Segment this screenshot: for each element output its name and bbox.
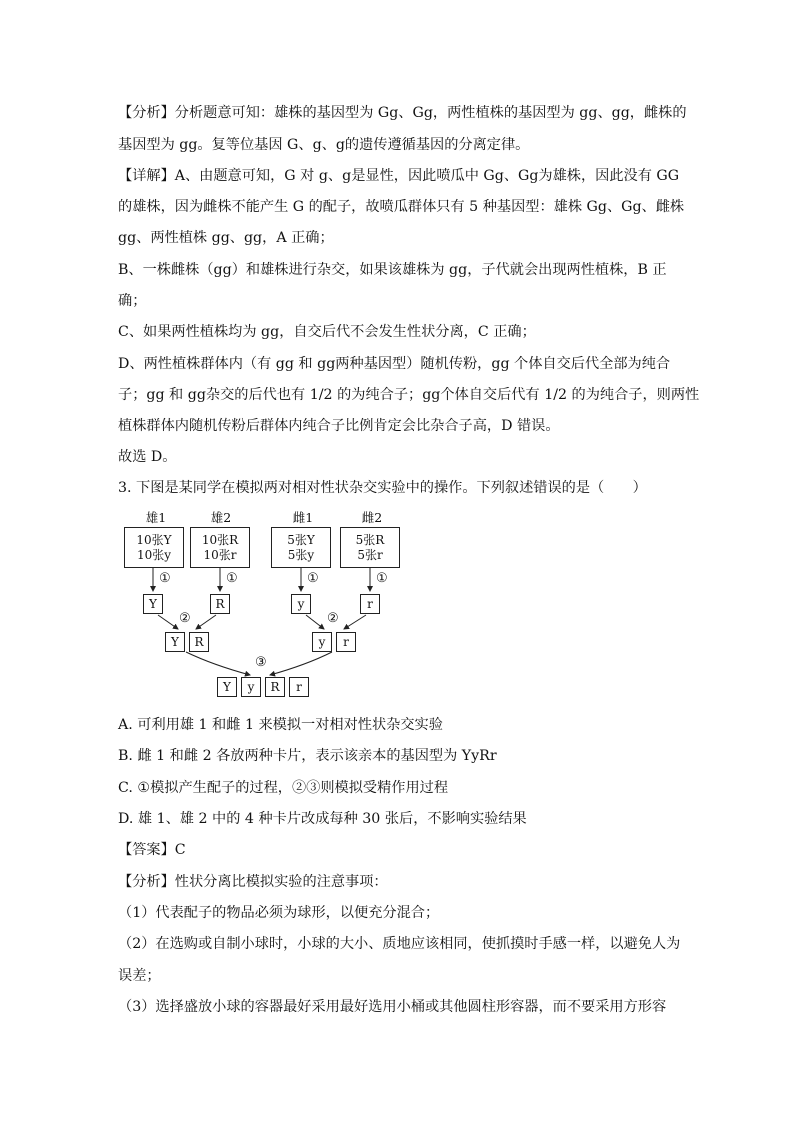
combined-card: r xyxy=(289,677,309,697)
analysis-point-2-cont: 误差； xyxy=(118,968,161,984)
card-count: 5张r xyxy=(357,548,383,562)
step-2-marker: ② xyxy=(179,611,191,626)
simulation-diagram xyxy=(118,505,418,703)
detail-line-6: C、如果两性植株均为 gg，自交后代不会发生性状分离，C 正确； xyxy=(118,324,536,340)
analysis-point-1: （1）代表配子的物品必须为球形，以便充分混合； xyxy=(118,905,440,921)
analysis-point-3: （3）选择盛放小球的容器最好采用最好选用小桶或其他圆柱形容器，而不要采用方形容 xyxy=(118,999,667,1015)
container-male-1 xyxy=(124,527,184,568)
drawn-card: R xyxy=(210,594,230,614)
analysis-heading: 【分析】性状分离比模拟实验的注意事项： xyxy=(118,874,388,890)
conclusion-line: 故选 D。 xyxy=(118,449,177,465)
detail-line-5: 确； xyxy=(118,293,147,309)
label-male-1: 雄1 xyxy=(145,510,167,525)
drawn-card: r xyxy=(360,594,380,614)
option-c: C. ①模拟产生配子的过程，②③则模拟受精作用过程 xyxy=(118,780,449,796)
analysis-line-1: 【分析】分析题意可知：雄株的基因型为 Gg、Gg，两性植株的基因型为 gg、gg，雌株的 xyxy=(118,105,687,121)
label-male-2: 雄2 xyxy=(210,510,232,525)
card-count: 10张r xyxy=(203,548,237,562)
option-b: B. 雌 1 和雌 2 各放两种卡片，表示该亲本的基因型为 YyRr xyxy=(118,748,497,764)
drawn-card: Y xyxy=(143,594,163,614)
step-1-marker: ① xyxy=(226,571,238,586)
card-count: 5张y xyxy=(287,548,315,562)
detail-line-1: 【详解】A、由题意可知，G 对 g、g是显性，因此喷瓜中 Gg、Gg为雄株，因此没有 GG xyxy=(118,168,680,184)
paired-card: R xyxy=(189,632,209,652)
step-2-marker: ② xyxy=(327,611,339,626)
detail-line-8: 子；gg 和 gg杂交的后代也有 1/2 的为纯合子；gg个体自交后代有 1/2 的为纯合子，则两性 xyxy=(118,387,700,403)
container-female-1 xyxy=(271,527,331,568)
card-count: 10张R xyxy=(201,533,239,547)
paired-card: y xyxy=(312,632,332,652)
detail-line-3: gg、两性植株 gg、gg，A 正确； xyxy=(118,230,334,246)
option-d: D. 雄 1、雄 2 中的 4 种卡片改成每种 30 张后，不影响实验结果 xyxy=(118,811,527,827)
question-3-stem: 3. 下图是某同学在模拟两对相对性状杂交实验中的操作。下列叙述错误的是（ ） xyxy=(118,480,647,496)
detail-line-9: 植株群体内随机传粉后群体内纯合子比例肯定会比杂合子高，D 错误。 xyxy=(118,418,560,434)
paired-card: r xyxy=(336,632,356,652)
analysis-point-2: （2）在选购或自制小球时，小球的大小、质地应该相同，使抓摸时手感一样，以避免人为 xyxy=(118,936,681,952)
step-1-marker: ① xyxy=(307,571,319,586)
option-a: A. 可利用雄 1 和雌 1 来模拟一对相对性状杂交实验 xyxy=(118,717,443,733)
drawn-card: y xyxy=(291,594,311,614)
container-male-2 xyxy=(190,527,250,568)
detail-line-2: 的雄株，因为雌株不能产生 G 的配子，故喷瓜群体只有 5 种基因型：雄株 Gg、Gg、雌株 xyxy=(118,199,685,215)
detail-line-4: B、一株雌株（gg）和雄株进行杂交，如果该雄株为 gg，子代就会出现两性植株，B 正 xyxy=(118,262,667,278)
combined-card: y xyxy=(241,677,261,697)
paired-card: Y xyxy=(165,632,185,652)
detail-line-7: D、两性植株群体内（有 gg 和 gg两种基因型）随机传粉，gg 个体自交后代全部为纯合 xyxy=(118,356,671,372)
card-count: 10张y xyxy=(136,548,172,562)
card-count: 5张Y xyxy=(287,533,315,547)
step-1-marker: ① xyxy=(159,571,171,586)
label-female-1: 雌1 xyxy=(292,510,314,525)
answer-line: 【答案】C xyxy=(118,842,186,858)
step-3-marker: ③ xyxy=(255,655,267,670)
step-1-marker: ① xyxy=(376,571,388,586)
card-count: 10张Y xyxy=(136,533,172,547)
card-count: 5张R xyxy=(355,533,385,547)
container-female-2 xyxy=(340,527,400,568)
combined-card: R xyxy=(265,677,285,697)
label-female-2: 雌2 xyxy=(361,510,383,525)
combined-card: Y xyxy=(217,677,237,697)
analysis-line-2: 基因型为 gg。复等位基因 G、g、g的遗传遵循基因的分离定律。 xyxy=(118,137,530,153)
